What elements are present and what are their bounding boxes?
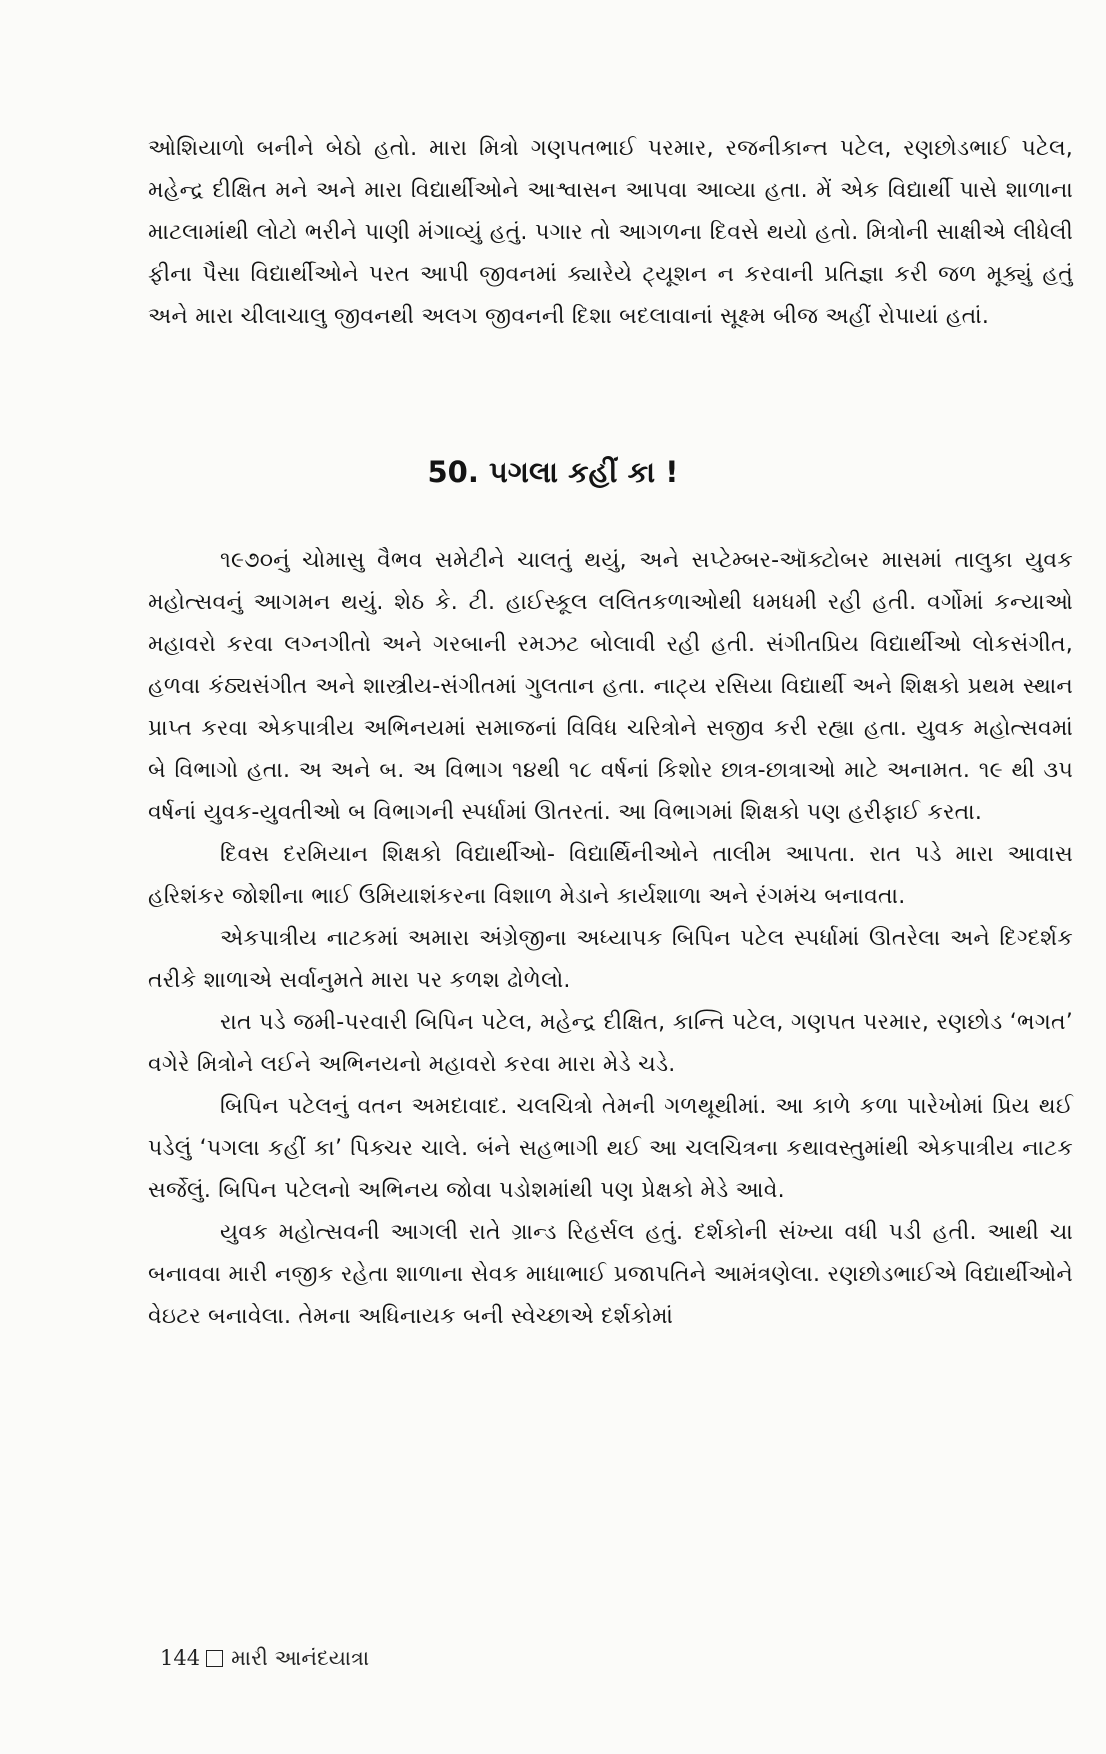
intro-paragraph: ઓશિયાળો બનીને બેઠો હતો. મારા મિત્રો ગણપતભાઈ પરમાર, રજનીકાન્ત પટેલ, રણછોડભાઈ પટેલ, મહેન્દ્ર દીક્ષિત મને અને મારા વિદ્યાર્થીઓને આશ્વાસન આપવા આવ્યા હતા. મેં એક વિદ્યાર્થી પાસે શાળાના માટલામાંથી લોટો ભરીને પાણી મંગાવ્યું હતું. પગાર તો આગળના દિવસે થયો હતો. મિત્રોની સાક્ષીએ લીધેલી ફીના પૈસા વિદ્યાર્થીઓને પરત આપી જીવનમાં ક્યારેયે ટ્યૂશન ન કરવાની પ્રતિજ્ઞા કરી જળ મૂક્યું હતું અને મારા ચીલાચાલુ જીવનથી અલગ જીવનની દિશા બદલાવાનાં સૂક્ષ્મ બીજ અહીં રોપાયાં હતાં. (148, 136, 1073, 329)
page-number: 144 (160, 1646, 201, 1670)
intro-text (148, 128, 1073, 338)
paragraph: ૧૯૭૦નું ચોમાસુ વૈભવ સમેટીને ચાલતું થયું, અને સપ્ટેમ્બર-ઑક્ટોબર માસમાં તાલુકા યુવક મહોત્સવનું આગમન થયું. શેઠ કે. ટી. હાઈસ્કૂલ લલિતકળાઓથી ધમધમી રહી હતી. વર્ગોમાં કન્યાઓ મહાવરો કરવા લગ્નગીતો અને ગરબાની રમઝટ બોલાવી રહી હતી. સંગીતપ્રિય વિદ્યાર્થીઓ લોકસંગીત, હળવા કંઠ્યસંગીત અને શાસ્ત્રીય-સંગીતમાં ગુલતાન હતા. નાટ્ય રસિયા વિદ્યાર્થી અને શિક્ષકો પ્રથમ સ્થાન પ્રાપ્ત કરવા એકપાત્રીય અભિનયમાં સમાજનાં વિવિધ ચરિત્રોને સજીવ કરી રહ્યા હતા. યુવક મહોત્સવમાં બે વિભાગો હતા. અ અને બ. અ વિભાગ ૧૪થી ૧૮ વર્ષનાં કિશોર છાત્ર-છાત્રાઓ માટે અનામત. ૧૯ થી ૩૫ વર્ષનાં યુવક-યુવતીઓ બ વિભાગની સ્પર્ધામાં ઊતરતાં. આ વિભાગમાં શિક્ષકો પણ હરીફાઈ કરતા. (148, 548, 1073, 825)
paragraph: યુવક મહોત્સવની આગલી રાતે ગ્રાન્ડ રિહર્સલ હતું. દર્શકોની સંખ્યા વધી પડી હતી. આથી ચા બનાવવા મારી નજીક રહેતા શાળાના સેવક માધાભાઈ પ્રજાપતિને આમંત્રણેલા. રણછોડભાઈએ વિદ્યાર્થીઓને વેઇટર બનાવેલા. તેમના અધિનાયક બની સ્વેચ્છાએ દર્શકોમાં (148, 1220, 1073, 1329)
book-title: મારી આનંદયાત્રા (231, 1646, 370, 1670)
square-ornament-icon (206, 1650, 223, 1667)
section-body (148, 540, 1073, 1338)
paragraph: રાત પડે જમી-પરવારી બિપિન પટેલ, મહેન્દ્ર દીક્ષિત, કાન્તિ પટેલ, ગણપત પરમાર, રણછોડ ‘ભગત’ વગેરે મિત્રોને લઈને અભિનયનો મહાવરો કરવા મારા મેડે ચડે. (148, 1010, 1073, 1077)
section-title: 50. પગલા કહીં કા ! (427, 455, 679, 489)
paragraph: એકપાત્રીય નાટકમાં અમારા અંગ્રેજીના અધ્યાપક બિપિન પટેલ સ્પર્ધામાં ઊતરેલા અને દિગ્દર્શક તરીકે શાળાએ સર્વાનુમતે મારા પર કળશ ઢોળેલો. (148, 926, 1073, 993)
paragraph: બિપિન પટેલનું વતન અમદાવાદ. ચલચિત્રો તેમની ગળથૂથીમાં. આ કાળે કળા પારેખોમાં પ્રિય થઈ પડેલું ‘પગલા કહીં કા’ પિક્ચર ચાલે. બંને સહભાગી થઈ આ ચલચિત્રના કથાવસ્તુમાંથી એકપાત્રીય નાટક સર્જેલું. બિપિન પટેલનો અભિનય જોવા પડોશમાંથી પણ પ્રેક્ષકો મેડે આવે. (148, 1094, 1073, 1203)
paragraph: દિવસ દરમિયાન શિક્ષકો વિદ્યાર્થીઓ- વિદ્યાર્થિનીઓને તાલીમ આપતા. રાત પડે મારા આવાસ હરિશંકર જોશીના ભાઈ ઉમિયાશંકરના વિશાળ મેડાને કાર્યશાળા અને રંગમંચ બનાવતા. (148, 842, 1073, 909)
page-footer (160, 1644, 369, 1672)
